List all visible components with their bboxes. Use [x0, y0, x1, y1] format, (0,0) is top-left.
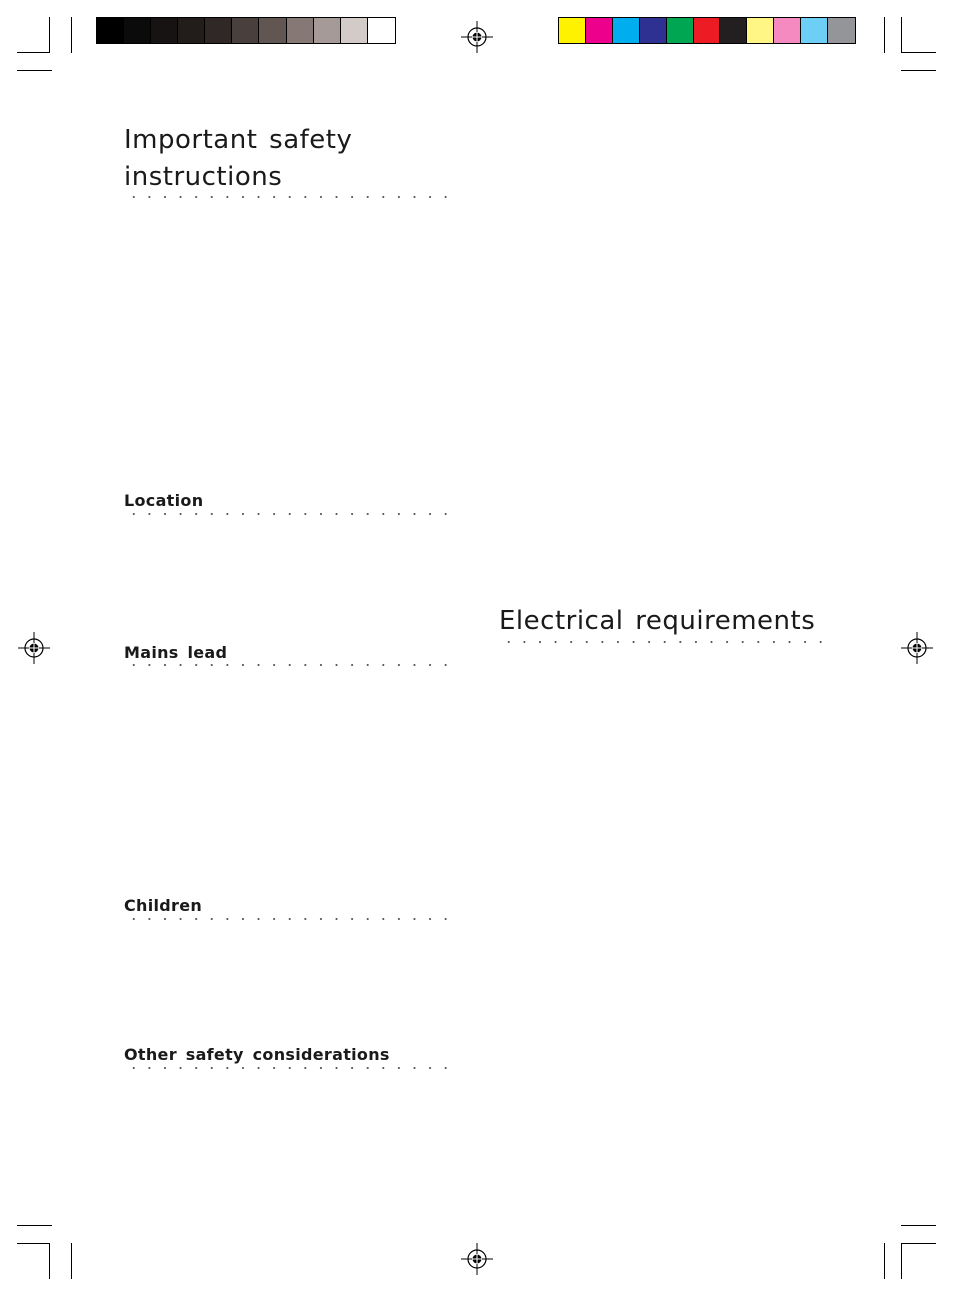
color-swatch [747, 18, 774, 43]
registration-mark-top-icon [461, 21, 493, 53]
registration-mark-bottom-icon [461, 1243, 493, 1275]
main-title-dotted-rule [126, 195, 458, 199]
color-swatch [720, 18, 747, 43]
color-calibration-bar [558, 17, 856, 44]
grayscale-swatch [314, 18, 341, 43]
grayscale-swatch [232, 18, 259, 43]
grayscale-swatch [124, 18, 151, 43]
section-heading-electrical: Electrical requirements [499, 606, 816, 636]
crop-mark-bl-v2 [71, 1243, 72, 1279]
location-dotted-rule [126, 512, 458, 516]
other-safety-dotted-rule [126, 1066, 458, 1070]
main-title-line1: Important safety [124, 125, 353, 155]
section-heading-children: Children [124, 896, 203, 915]
registration-mark-left-icon [18, 632, 50, 664]
color-swatch [586, 18, 613, 43]
grayscale-swatch [368, 18, 395, 43]
crop-mark-bl-h2 [17, 1243, 50, 1244]
color-swatch [613, 18, 640, 43]
color-swatch [667, 18, 694, 43]
grayscale-swatch [205, 18, 232, 43]
children-dotted-rule [126, 917, 458, 921]
grayscale-swatch [151, 18, 178, 43]
color-swatch [694, 18, 721, 43]
color-swatch [559, 18, 586, 43]
crop-mark-br-h2 [901, 1243, 936, 1244]
color-swatch [801, 18, 828, 43]
section-heading-mains-lead: Mains lead [124, 643, 228, 662]
mains-lead-dotted-rule [126, 663, 458, 667]
grayscale-swatch [259, 18, 286, 43]
crop-mark-tr-h2 [901, 70, 936, 71]
crop-mark-tr-h [901, 52, 936, 53]
grayscale-swatch [287, 18, 314, 43]
grayscale-swatch [178, 18, 205, 43]
section-heading-other-safety: Other safety considerations [124, 1045, 390, 1064]
crop-mark-bl-h [17, 1225, 52, 1226]
crop-mark-tl-v [49, 17, 50, 53]
crop-mark-br-h [901, 1225, 936, 1226]
crop-mark-tl-v2 [71, 17, 72, 53]
crop-mark-br-v [901, 1243, 902, 1279]
crop-mark-tr-v [884, 17, 885, 53]
grayscale-swatch [341, 18, 368, 43]
main-title [124, 122, 352, 196]
color-swatch [828, 18, 855, 43]
grayscale-calibration-bar [96, 17, 396, 44]
section-heading-location: Location [124, 491, 204, 510]
crop-mark-tl-h [17, 52, 50, 53]
crop-mark-tl-h2 [17, 70, 52, 71]
electrical-dotted-rule [501, 640, 833, 644]
crop-mark-bl-v [49, 1243, 50, 1279]
crop-mark-br-v2 [884, 1243, 885, 1279]
registration-mark-right-icon [901, 632, 933, 664]
color-swatch [774, 18, 801, 43]
color-swatch [640, 18, 667, 43]
grayscale-swatch [97, 18, 124, 43]
crop-mark-tr-v2 [901, 17, 902, 53]
main-title-line2: instructions [124, 162, 283, 192]
